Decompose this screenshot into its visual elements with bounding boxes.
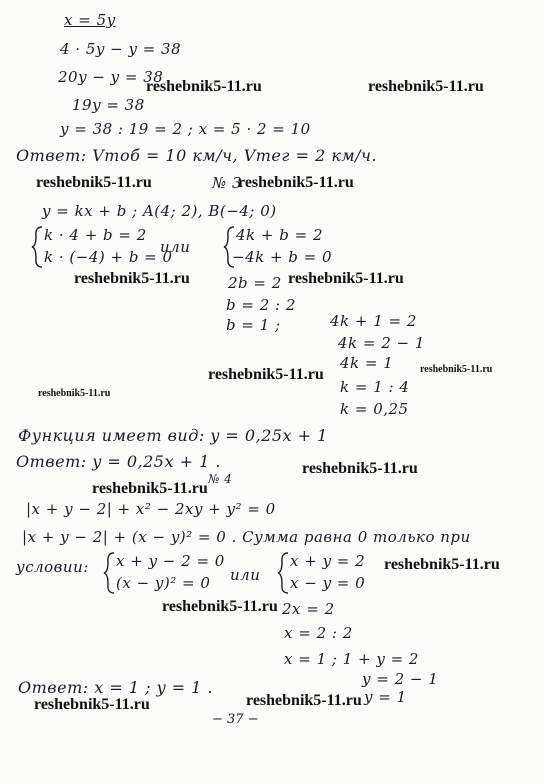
watermark: reshebnik5-11.ru — [74, 270, 190, 287]
watermark: reshebnik5-11.ru — [36, 174, 152, 191]
watermark: reshebnik5-11.ru — [92, 480, 208, 497]
watermark: reshebnik5-11.ru — [34, 696, 150, 713]
line-y-x-values: y = 38 : 19 = 2 ; x = 5 · 2 = 10 — [60, 120, 311, 138]
line-2x: 2x = 2 — [282, 600, 335, 618]
line-b-div: b = 2 : 2 — [226, 296, 296, 314]
line-x-div: x = 2 : 2 — [284, 624, 353, 642]
line-substitution: 4 · 5y − y = 38 — [60, 40, 182, 58]
line-4k-plus-1: 4k + 1 = 2 — [330, 312, 417, 330]
watermark-small: reshebnik5-11.ru — [420, 364, 493, 375]
line-condition: условии: — [16, 558, 89, 576]
line-2b: 2b = 2 — [228, 274, 282, 292]
line-k-value: k = 0,25 — [340, 400, 409, 418]
system1-eq1: k · 4 + b = 2 — [44, 226, 147, 244]
line-abs-equation: |x + y − 2| + x² − 2xy + y² = 0 — [26, 500, 276, 518]
system1-eq2: k · (−4) + b = 0 — [44, 248, 173, 266]
system-brace-4 — [278, 552, 290, 594]
system2-eq2: −4k + b = 0 — [232, 248, 333, 266]
answer-function: Ответ: y = 0,25x + 1 . — [16, 452, 221, 471]
line-x-eq-1: x = 1 ; 1 + y = 2 — [284, 650, 419, 668]
line-20y: 20y − y = 38 — [58, 68, 164, 86]
watermark: reshebnik5-11.ru — [162, 598, 278, 615]
function-form: Функция имеет вид: y = 0,25x + 1 — [18, 426, 328, 445]
system-brace-3 — [104, 552, 116, 594]
line-4k-eq-1: 4k = 1 — [340, 354, 394, 372]
watermark: reshebnik5-11.ru — [246, 692, 362, 709]
system3-eq1: x + y − 2 = 0 — [116, 552, 225, 570]
line-y-eq-1: y = 1 — [364, 688, 407, 706]
line-linear-function: y = kx + b ; A(4; 2), B(−4; 0) — [42, 202, 277, 220]
word-or: или — [160, 238, 191, 256]
answer-x-y: Ответ: x = 1 ; y = 1 . — [18, 678, 214, 697]
system4-eq2: x − y = 0 — [290, 574, 366, 592]
watermark: reshebnik5-11.ru — [368, 78, 484, 95]
line-19y: 19y = 38 — [72, 96, 145, 114]
word-or-2: или — [230, 566, 261, 584]
problem-4-number: № 4 — [208, 472, 233, 486]
system3-eq2: (x − y)² = 0 — [116, 574, 211, 592]
watermark: reshebnik5-11.ru — [288, 270, 404, 287]
watermark: reshebnik5-11.ru — [208, 366, 324, 383]
line-abs-square: |x + y − 2| + (x − y)² = 0 . Сумма равна 0 только при — [22, 528, 471, 546]
problem-3-number: № 3 — [212, 174, 243, 192]
page-number: − 37 − — [212, 712, 259, 727]
line-y-eq-2-1: y = 2 − 1 — [362, 670, 439, 688]
line-x-eq-5y: x = 5y — [64, 11, 116, 29]
system4-eq1: x + y = 2 — [290, 552, 366, 570]
watermark: reshebnik5-11.ru — [302, 460, 418, 477]
answer-speeds: Ответ: Vтоб = 10 км/ч, Vтег = 2 км/ч. — [16, 146, 378, 165]
system-brace-1 — [32, 226, 44, 268]
watermark: reshebnik5-11.ru — [146, 78, 262, 95]
line-k-div: k = 1 : 4 — [340, 378, 410, 396]
watermark: reshebnik5-11.ru — [384, 556, 500, 573]
watermark-small: reshebnik5-11.ru — [38, 388, 111, 399]
line-4k-eq-2-1: 4k = 2 − 1 — [338, 334, 425, 352]
system2-eq1: 4k + b = 2 — [236, 226, 323, 244]
watermark: reshebnik5-11.ru — [238, 174, 354, 191]
line-b-eq-1: b = 1 ; — [226, 316, 281, 334]
